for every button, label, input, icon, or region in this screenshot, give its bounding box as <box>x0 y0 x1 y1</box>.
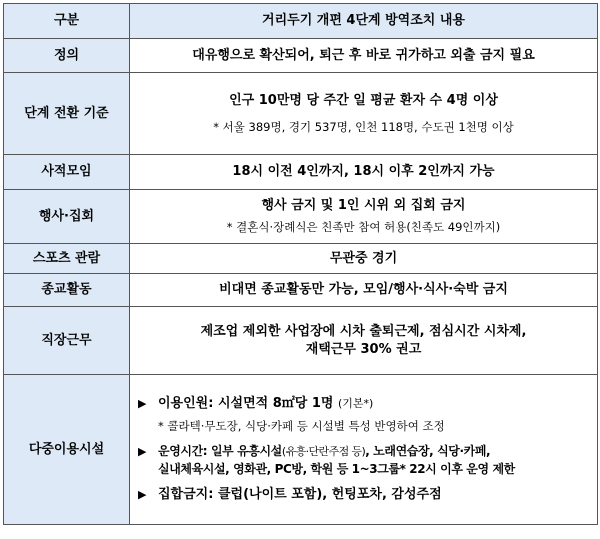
text-religion: 비대면 종교활동만 가능, 모임/행사·식사·숙박 금지 <box>130 274 598 307</box>
ban-text: 집합금지: 클럽(나이트 포함), 헌팅포차, 감성주점 <box>158 487 442 503</box>
workplace-line2: 재택근무 30% 권고 <box>305 341 422 357</box>
facility-bullet-hours <box>138 443 591 461</box>
row-workplace <box>4 307 598 375</box>
capacity-note: * 콜라텍·무도장, 식당·카페 등 시설별 특성 반영하여 조정 <box>158 418 445 433</box>
hours-text-a: 운영시간: 일부 유흥시설 <box>158 444 282 459</box>
row-events <box>4 190 598 244</box>
criteria-main: 인구 10만명 당 주간 일 평균 환자 수 4명 이상 <box>229 92 498 108</box>
facility-bullet-ban <box>138 486 591 504</box>
capacity-suffix: (기본*) <box>337 396 374 410</box>
hours-line2: 실내체육시설, 영화관, PC방, 학원 등 1~3그룹* 22시 이후 운영 제한 <box>158 462 515 477</box>
measures-table <box>3 3 598 525</box>
cell-events <box>130 190 598 244</box>
row-religion <box>4 274 598 307</box>
cell-workplace <box>130 307 598 375</box>
label-workplace: 직장근무 <box>4 307 130 375</box>
hours-text-small: (유흥·단란주점 등) <box>281 445 366 459</box>
hours-text-b: , 노래연습장, 식당·카페, <box>365 444 491 459</box>
row-criteria <box>4 73 598 155</box>
triangle-bullet-icon: ▶ <box>138 396 147 410</box>
text-private-gathering: 18시 이전 4인까지, 18시 이후 2인까지 가능 <box>130 155 598 190</box>
row-sports <box>4 244 598 274</box>
facility-bullet-capacity <box>138 395 591 413</box>
label-definition: 정의 <box>4 39 130 73</box>
workplace-line1: 제조업 제외한 사업장에 시차 출퇴근제, 점심시간 시차제, <box>200 323 527 339</box>
label-sports: 스포츠 관람 <box>4 244 130 274</box>
text-sports: 무관중 경기 <box>130 244 598 274</box>
row-definition <box>4 39 598 73</box>
cell-criteria <box>130 73 598 155</box>
cell-facilities <box>130 375 598 525</box>
events-main: 행사 금지 및 1인 시위 외 집회 금지 <box>261 198 466 214</box>
header-row <box>4 4 598 39</box>
criteria-note: * 서울 389명, 경기 537명, 인천 118명, 수도권 1천명 이상 <box>213 119 514 134</box>
row-private-gathering <box>4 155 598 190</box>
text-definition: 대유행으로 확산되어, 퇴근 후 바로 귀가하고 외출 금지 필요 <box>130 39 598 73</box>
triangle-bullet-icon: ▶ <box>138 488 147 502</box>
label-religion: 종교활동 <box>4 274 130 307</box>
triangle-bullet-icon: ▶ <box>138 445 147 459</box>
header-title: 거리두기 개편 4단계 방역조치 내용 <box>130 4 598 39</box>
label-criteria: 단계 전환 기준 <box>4 73 130 155</box>
row-facilities <box>4 375 598 525</box>
label-facilities: 다중이용시설 <box>4 375 130 525</box>
capacity-text: 이용인원: 시설면적 8㎡당 1명 <box>158 395 334 411</box>
header-category: 구분 <box>4 4 130 39</box>
events-note: * 결혼식·장례식은 친족만 참여 허용(친족도 49인까지) <box>226 220 501 235</box>
label-events: 행사·집회 <box>4 190 130 244</box>
label-private-gathering: 사적모임 <box>4 155 130 190</box>
